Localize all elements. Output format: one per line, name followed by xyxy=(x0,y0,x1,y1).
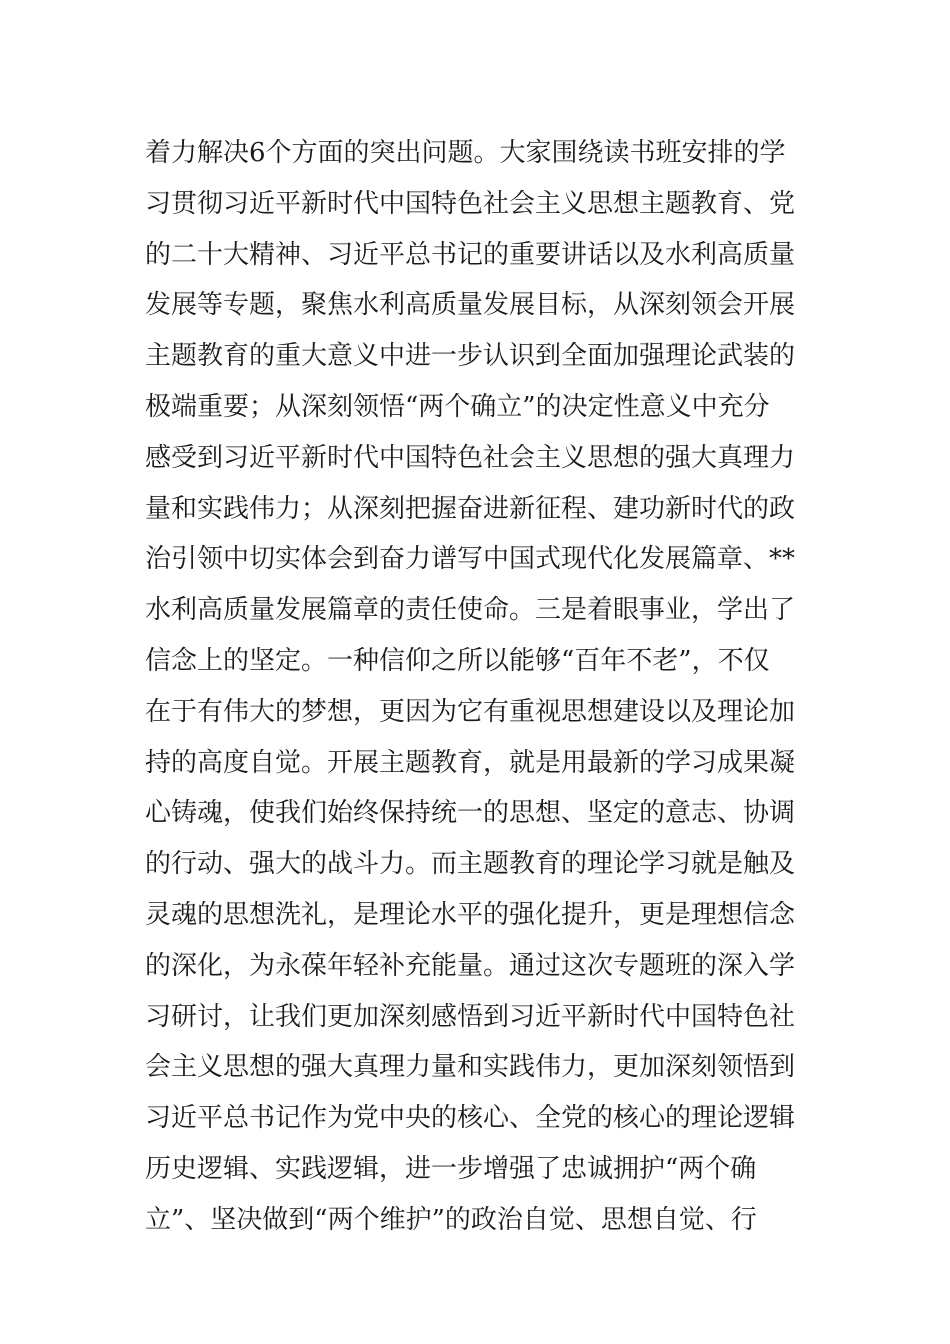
body-text xyxy=(145,128,810,1246)
text-line: 习贯彻习近平新时代中国特色社会主义思想主题教育、党 xyxy=(145,188,796,219)
text-line: 的深化，为永葆年轻补充能量。通过这次专题班的深入学 xyxy=(145,950,796,981)
text-line: 会主义思想的强大真理力量和实践伟力，更加深刻领悟到 xyxy=(145,1052,796,1083)
text-line: 主题教育的重大意义中进一步认识到全面加强理论武装的 xyxy=(145,341,796,372)
text-line: 历史逻辑、实践逻辑，进一步增强了忠诚拥护“两个确 xyxy=(145,1153,757,1184)
text-line: 极端重要；从深刻领悟“两个确立”的决定性意义中充分 xyxy=(145,391,770,422)
text-line: 在于有伟大的梦想，更因为它有重视思想建设以及理论加 xyxy=(145,696,796,727)
text-line: 立”、坚决做到“两个维护”的政治自觉、思想自觉、行 xyxy=(145,1204,757,1235)
text-line: 习研讨，让我们更加深刻感悟到习近平新时代中国特色社 xyxy=(145,1001,796,1032)
text-line: 量和实践伟力；从深刻把握奋进新征程、建功新时代的政 xyxy=(145,493,796,524)
text-line: 心铸魂，使我们始终保持统一的思想、坚定的意志、协调 xyxy=(145,798,796,829)
text-line: 的行动、强大的战斗力。而主题教育的理论学习就是触及 xyxy=(145,849,796,880)
text-line: 灵魂的思想洗礼，是理论水平的强化提升，更是理想信念 xyxy=(145,899,796,930)
text-line: 治引领中切实体会到奋力谱写中国式现代化发展篇章、** xyxy=(145,544,796,575)
text-line: 习近平总书记作为党中央的核心、全党的核心的理论逻辑 xyxy=(145,1103,796,1134)
text-line: 持的高度自觉。开展主题教育，就是用最新的学习成果凝 xyxy=(145,747,796,778)
text-line: 水利高质量发展篇章的责任使命。三是着眼事业，学出了 xyxy=(145,595,796,626)
text-line: 发展等专题，聚焦水利高质量发展目标，从深刻领会开展 xyxy=(145,290,796,321)
text-line: 着力解决6个方面的突出问题。大家围绕读书班安排的学 xyxy=(145,138,786,168)
text-line: 的二十大精神、习近平总书记的重要讲话以及水利高质量 xyxy=(145,239,796,270)
text-line: 信念上的坚定。一种信仰之所以能够“百年不老”，不仅 xyxy=(145,645,770,676)
text-line: 感受到习近平新时代中国特色社会主义思想的强大真理力 xyxy=(145,442,796,473)
